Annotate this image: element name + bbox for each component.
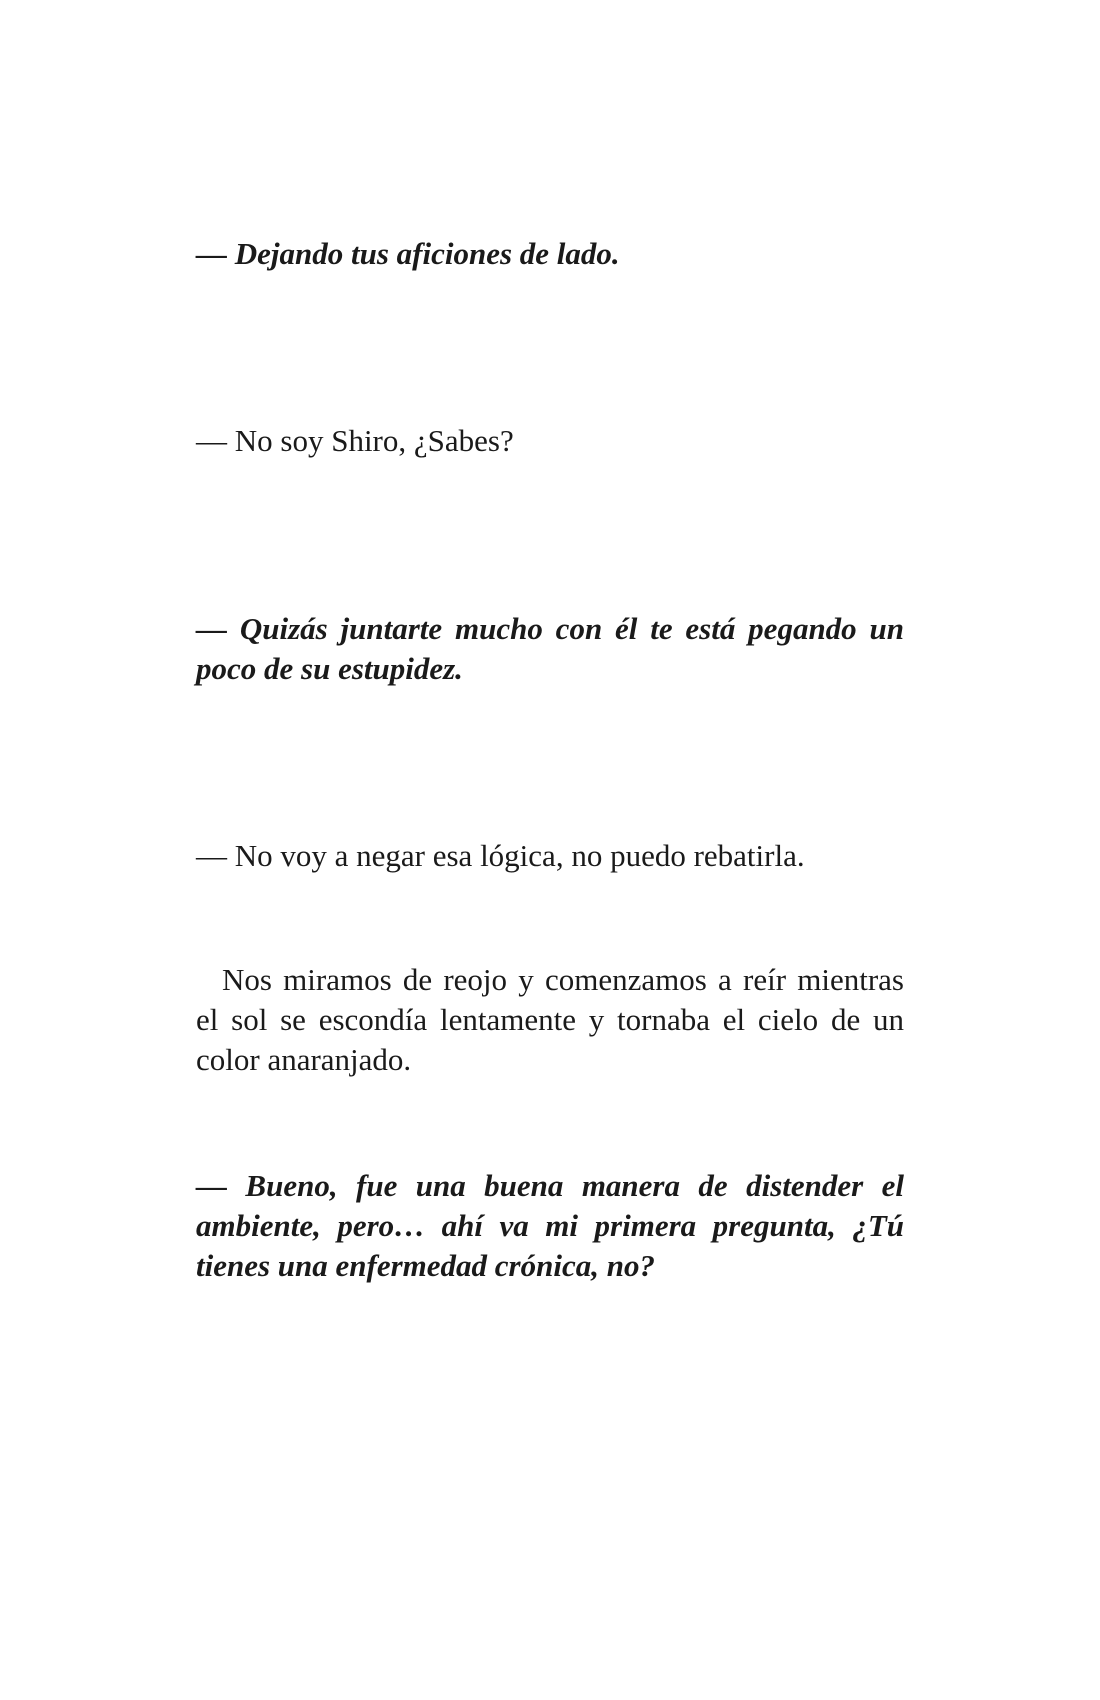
dialogue-line: — Dejando tus aficiones de lado. bbox=[196, 236, 620, 271]
dialogue-line: — Quizás juntarte mucho con él te está pegando un poco de su estupidez. bbox=[196, 611, 904, 686]
dialogue-line: — No voy a negar esa lógica, no puedo rebatirla. bbox=[196, 838, 805, 873]
narration-paragraph: Nos miramos de reojo y comenzamos a reír mientras el sol se escondía lentamente y tornaba el cielo de un color anaranjado. bbox=[196, 962, 904, 1077]
dialogue-line: — No soy Shiro, ¿Sabes? bbox=[196, 423, 514, 458]
dialogue-line: — Bueno, fue una buena manera de distender el ambiente, pero… ahí va mi primera pregunta, ¿Tú tienes una enfermedad crónica, no? bbox=[196, 1168, 904, 1283]
